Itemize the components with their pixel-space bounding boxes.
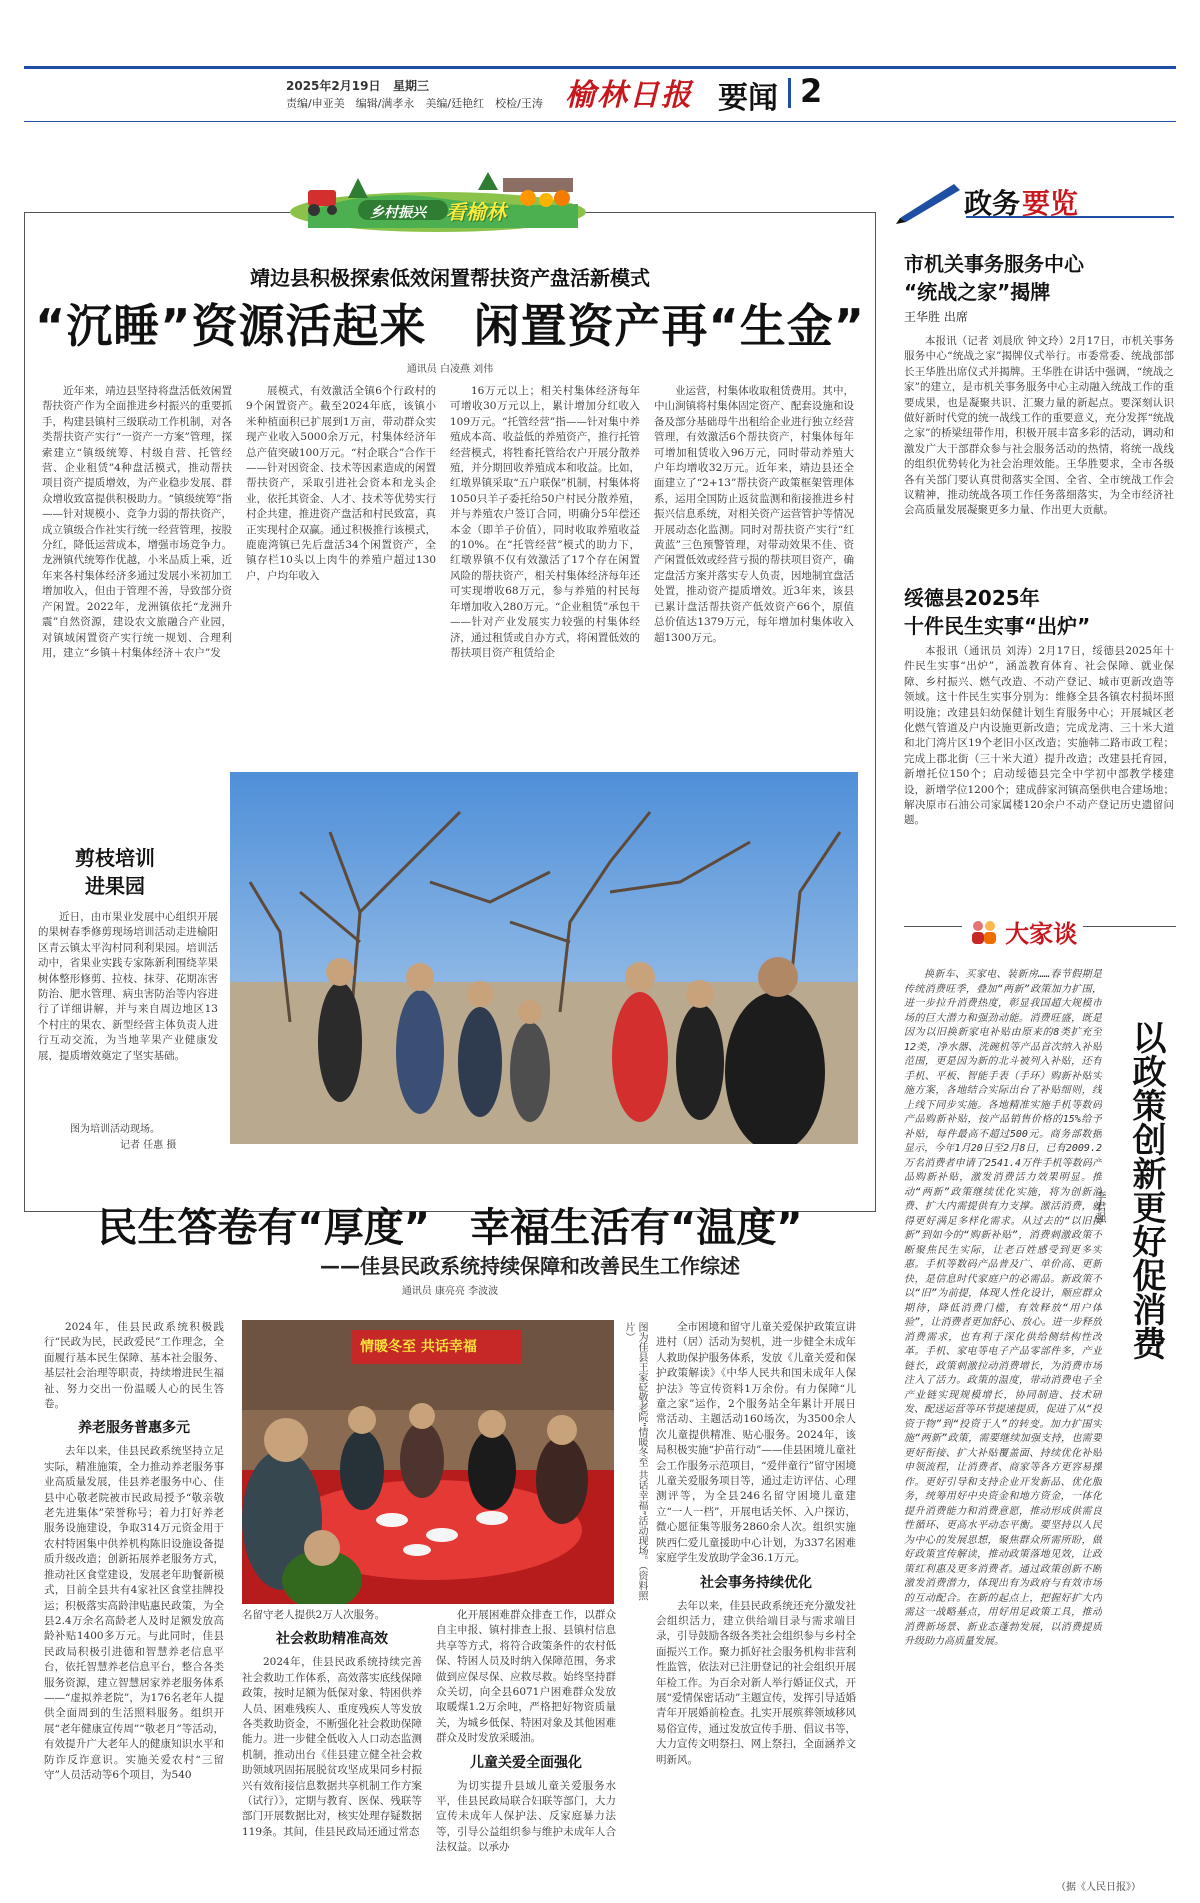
pruning-photo (230, 772, 858, 1144)
civil-byline: 通讯员 康亮亮 李波波 (401, 1286, 499, 1297)
lead-col3-text: 16万元以上；相关村集体经济每年可增收30万元以上，累计增加分红收入109万元。“托管经营”指——针对集中养殖成本高、收益低的养殖资产，推行托管经营模式，将牲畜托管给农户开展分散养殖，并分期回收养殖成本和收益。比如，红墩界镇采取“五户联保”机制，村集体将1050只羊子委托给50户村民分散养殖，并与养殖农户签订合同，明确分5年偿还本金（即羊子价值），同时收取养殖收益的10%。在“托管经营”模式的助力下，红墩界镇不仅有效激活了17个存在闲置风险的帮扶资产，相关村集体经济每年还可实现增收68万元，参与养殖的村民每年增加收入280万元。“企业租赁”承包干——针对产业发展实力较强的村集体经济，通过租赁或自办方式，将闲置低效的帮扶项目资产租赁给企 (450, 385, 640, 659)
brief1-title-line2: “统战之家”揭牌 (904, 280, 1051, 304)
lead-col2-text: 展模式，有效激活全镇6个行政村的9个闲置资产。截至2024年底，该镇小米种植面积已扩展到1万亩，带动群众实现产业收入5000余万元，村集体经济年总产值突破100万元。“村企联合”合作干——针对因资金、技术等因素造成的闲置帮扶资产，采取引进社会资本和龙头企业，依托其资金、人才、技术等优势实行村企共建，推进资产盘活和村民致富，真正实现村企双赢。通过积极推行该模式，鹿鹿湾镇已先后盘活34个闲置资产，全镇存栏10头以上肉牛的养殖户超过130户，户均年收入 (246, 385, 436, 582)
page-number: 2 (800, 72, 823, 110)
civil-subheading-elderly: 养老服务普惠多元 (78, 1420, 190, 1437)
lead-col4-text: 业运营，村集体收取租赁费用。其中，中山涧镇将村集体固定资产、配套设施和设备及部分基础母牛出租给企业进行独立经营管理，有效激活6个帮扶资产，村集体每年可增加租赁收入96万元，同时带动养殖大户年均增收32万元。近年来，靖边县还全面建立了“2+13”帮扶资产政策框架管理体系，运用全国防止返贫监测和衔接推进乡村振兴信息系统，对相关资产运营管护等情况开展动态化监测。同时对帮扶资产实行“红黄蓝”三色预警管理，对带动效果不佳、资产闲置低效或经营亏损的帮扶项目资产，确定盘活方案并落实专人负责，因地制宜盘活处置，推动资产提质增效。近3年来，该县已累计盘活帮扶资产低效资产66个，原值总价值达1379万元，每年增加村集体收入超1300万元。 (654, 385, 854, 644)
section-name: 要闻 (718, 81, 778, 116)
pruning-title-line2: 进果园 (85, 874, 145, 898)
civil-intro-text: 2024年，佳县民政系统积极践行“民政为民，民政爱民”工作理念，全面履行基本民生保障、基本社会服务、基层社会治理等职责，持续增进民生福祉、努力交出一份温暖人心的民生答卷。 (44, 1321, 224, 1411)
lead-column-3 (450, 384, 640, 764)
header-date-line (286, 77, 429, 94)
editor-credits: 责编/申亚美 编辑/满孝永 美编/廷艳红 校检/王涛 (286, 97, 543, 110)
orchard-training-photo (230, 772, 858, 1144)
brief1-title-line1: 市机关事务服务中心 (904, 252, 1084, 276)
header-bottom-rule (24, 121, 1176, 122)
nursing-home-event-photo (242, 1320, 614, 1604)
brief1-byline: 王华胜 出席 (904, 310, 968, 324)
people-icon (968, 918, 1000, 946)
civil-col4-text: 全市困境和留守儿童关爱保护政策宣讲进村（居）活动为契机，进一步健全未成年人救助保护服务体系，发放《儿童关爱和保护政策解读》《中华人民共和国未成年人保护法》等宣传资料1万余份。有力保障“儿童之家”运作，2个服务站全年累计开展日常活动、主题活动160场次，为3500余人次儿童提供精准、贴心服务。2024年，该局积极实施“护苗行动”——佳县困境儿童社会工作服务示范项目，“爱伴童行”留守困境儿童关爱服务项目等，通过走访评估、心理测评等，为全县246名留守困境儿童建立“一人一档”，开展电话关怀、入户探访，微心愿征集等服务2860余人次。组织实施陕西仁爱儿童援助中心计划，为337名困难家庭学生发放助学金36.1万元。 (656, 1321, 856, 1565)
commentary-banner-label: 大家谈 (1005, 920, 1078, 948)
brief2-title-line1: 绥德县2025年 (904, 586, 1040, 610)
civil-social-text: 去年以来，佳县民政系统还充分激发社会组织活力，建立供给端目录与需求端目录，引导鼓励各级各类社会组织参与乡村全面振兴工作。聚力抓好社会服务机构非营利性监管，依法对已注册登记的社会组织开展年检工作。为百余对新人举行婚证仪式，开展“爱情保密话动”主题宣传，发挥引导适婚青年开展婚前检查。扎实开展殡葬领域移风易俗宣传，通过发放宣传手册、倡议书等，大力宣传文明祭扫、网上祭扫，全面涵养文明新风。 (656, 1599, 856, 1766)
commentary-author: 李君强 (1094, 1190, 1107, 1223)
gov-banner-label-a: 政务 (964, 187, 1021, 220)
brief1-body (904, 334, 1174, 548)
lead-byline: 通讯员 白凌燕 刘伟 (406, 364, 494, 375)
civil-column-4 (656, 1320, 856, 1880)
issue-weekday: 星期三 (393, 79, 430, 93)
pruning-reporter: 记者 任惠 摄 (120, 1140, 177, 1151)
civil-col2-top: 名留守老人提供2万人次服务。 (242, 1609, 386, 1621)
brief1-title (904, 250, 1174, 306)
lead-column-1 (42, 384, 232, 764)
civil-subheading-social: 社会事务持续优化 (700, 1574, 812, 1591)
civil-headline: 民生答卷有“厚度” 幸福生活有“温度” (97, 1205, 803, 1251)
brief2-body (904, 644, 1174, 870)
civil-assistance-text: 2024年，佳县民政系统持续完善社会救助工作体系，高效落实底线保障政策，按时足额为低保对象、特困供养人员、困难残疾人、重度残疾人等发放各类救助资金，不断强化社会救助保障能力。进一步健全低收入人口动态监测机制，推动出台《佳县建立健全社会救助领域巩固拓展脱贫攻坚成果同乡村振兴有效衔接信息数据共享机制工作方案（试行）》，定期与教育、医保、残联等部门开展数据比对，核实处理存疑数据119条。其间，佳县民政局还通过常态 (242, 1656, 422, 1838)
header-top-rule (24, 66, 1176, 69)
pruning-photo-caption: 图为培训活动现场。 (70, 1124, 160, 1135)
rural-banner (288, 168, 588, 234)
gov-banner-label-b: 要览 (1022, 187, 1079, 220)
lead-col1-text: 近年来，靖边县坚持将盘活低效闲置帮扶资产作为全面推进乡村振兴的重要抓手，构建县镇村三级联动工作机制，对各类帮扶资产实行“一资产一方案”管理，探索建立“镇级统筹、村级自营、托管经营、企业租赁”4种盘活模式，推动帮扶项目资产提质增效，为产业稳步发展、群众增收致富提供积极助力。“镇级统筹”指——针对规模小、竞争力弱的帮扶资产，成立镇级合作社实行统一经营管理，按股分红，降低运营成本，增强市场竞争力。龙洲镇代统筹作优越，小米品质上乘，近年来各村集体经济多通过发展小米初加工增加收入，但由于管理不善，导致部分资产闲置。2022年，龙洲镇依托“龙洲升震”自然资源，建设农文旅融合产业园，对镇域闲置资产实行统一规划、合理利用，建立“乡镇＋村集体经济＋农户”发 (42, 385, 232, 659)
event-banner-text: 情暖冬至 共话幸福 (360, 1339, 477, 1355)
commentary-source: （据《人民日报》） (1056, 1882, 1141, 1893)
civil-elderly-text: 去年以来，佳县民政系统坚持立足实际，精准施策，全力推动养老服务事业高质量发展，佳县养老服务中心、佳县中心敬老院被市民政局授予“敬亲敬老先进集体”荣誉称号；着力打好养老服务设施建设，争取314万元资金用于农村特困集中供养机构陈旧设施设备提质升级改造；创新拓展养老服务方式，推动社区食堂建设，发展老年助餐新模式，目前全县共有4家社区食堂挂牌投运；积极落实高龄津贴惠民政策，为全县2.4万余名高龄老人及时足额发放高龄补贴1400多万元。与此同时，佳县民政局积极引进德和智慧养老信息平台，依托智慧养老信息平台，整合各类服务资源，建立智慧居家养老服务体系——“虚拟养老院”，为176名老年人提供全面周到的生活照料服务。组织开展“老年健康宣传周”“敬老月”等活动，有效提升广大老年人的健康知识水平和防诈反诈意识。实施关爱农村“三留守”人员活动等6个项目，为540 (44, 1445, 224, 1781)
civil-photo-caption: 图为佳县王家砭敬老院“情暖冬至 共话幸福”活动现场。（资料照片） (623, 1322, 647, 1601)
pruning-title-line1: 剪枝培训 (75, 846, 155, 870)
masthead-logo: 榆林日报 (565, 78, 693, 113)
rural-banner-label-a: 乡村振兴 (370, 205, 426, 221)
civil-column-2 (242, 1608, 422, 1880)
brief2-body-text: 本报讯（通讯员 刘涛）2月17日，绥德县2025年十件民生实事“出炉”，涵盖教育体育、社会保障、就业保障、乡村振兴、燃气改造、不动产登记、城市更新改造等领域。这十件民生实事分别为：维修全县各镇农村损坏照明设施；改建县妇幼保健计划生育服务中心；开展城区老化燃气管道及户内设施更新改造；完成龙湾、三十米大道和北门湾片区19个老旧小区改造；实施韩二路市政工程；完成上郡北街（三十米大道）提升改造；改建县托育园，新增托位150个；启动绥德县完全中学初中部教学楼建设，新增学位1200个；建成薛家河镇高堡供电合建场地；解决原市石油公司家属楼120余户不动产登记历史遗留问题。 (904, 645, 1174, 827)
rural-banner-label-b: 看榆林 (446, 200, 506, 224)
civil-subhead: ——佳县民政系统持续保障和改善民生工作综述 (320, 1254, 740, 1278)
brief2-title (904, 584, 1174, 640)
civil-subheading-children: 儿童关爱全面强化 (470, 1754, 582, 1771)
commentary-body-text: 换新车、买家电、装新房……春节假期是传统消费旺季，叠加“两新”政策加力扩围，进一步拉升消费热度，彰显我国超大规模市场的巨大潜力和强劲动能。消费旺盛，既是因为以旧换新家电补贴由原来的8类扩充至12类，净水器、洗碗机等产品首次纳入补贴范围，更是因为新的北斗被列入补贴，还有手机、平板、智能手表（手环）购新补贴实施方案，各地结合实际出台了补贴细则，线上线下同步实施。各地精准实施手机等数码产品购新补贴，按产品销售价格的15%给予补贴，每件最高不超过500元。商务部数据显示，今年1月20日至2月8日，已有2009.2万名消费者申请了2541.4万件手机等数码产品购新补贴，激发消费活力效果明显。推动“两新”政策继续优化实施，将为创新消费、扩大内需提供有力支撑。激活消费，就得更好满足多样化需求。从过去的“以旧换新”到如今的“购新补贴”，消费刺激政策不断聚焦民生实际，让老百姓感受到更多实惠。手机等数码产品普及广、单价高、更新快，是信息时代家庭户的必需品。新政策不以“旧”为前提，体现人性化设计，顺应群众期待，降低消费门槛，有效释放“用户体验”，让消费者更加舒心、放心。进一步释放消费需求，也有利于深化供给侧结构性改革。手机、家电等电子产品零部件多，产业链长，政策刺激拉动消费增长，为消费市场注入了活力。政策的温度，带动消费电子全产业链实现规模增长，协同制造、技术研发、配送运营等环节提速提质，促进了从“投资于物”到“投资于人”的转变。加力扩围实施“两新”政策，需要继续加强支持，也需要更好衔接、扩大补贴覆盖面、持续优化补贴申领流程，让消费者、商家等各方更容易操作。更好引导和支持企业开发新品、优化服务，统筹用好中央资金和地方资金，一体化提升消费能力和消费意愿，推动形成供需良性循环、更高水平动态平衡。要坚持以人民为中心的发展思想，聚焦群众所需所盼，做好政策宣传解读，推动政策落地见效，让政策红利惠及更多消费者。通过政策创新不断激发消费潜力，体现出有为政府与有效市场的互动配合。在新的起点上，把握好扩大内需这一战略基点，用好用足政策工具，推动消费新场景、新业态蓬勃发展，以消费提质升级助力高质量发展。 (904, 969, 1102, 1647)
rural-banner-art (288, 168, 588, 234)
gov-briefs-banner (896, 178, 1176, 224)
civil-subheading-assistance: 社会救助精准高效 (276, 1631, 388, 1648)
pruning-title (30, 844, 200, 900)
lead-headline: “沉睡”资源活起来 闲置资产再“生金” (35, 299, 865, 353)
civil-column-1 (44, 1320, 224, 1880)
commentary-title: 以政策创新更好促消费 (1126, 1020, 1166, 1360)
lead-column-2 (246, 384, 436, 764)
lead-column-4 (654, 384, 854, 764)
brief1-body-text: 本报讯（记者 刘晨欣 钟文玲）2月17日，市机关事务服务中心“统战之家”揭牌仪式举行。市委常委、统战部部长王华胜出席仪式并揭牌。王华胜在讲话中强调，“统战之家”的建立，是市机关事务服务中心主动融入统战工作的重要成果，也是凝聚共识、汇聚力量的新起点。要深刻认识做好新时代党的统一战线工作的重要意义，充分发挥“统战之家”的桥梁纽带作用，积极开展丰富多彩的活动，调动和激发广大干部群众参与社会服务活动的热情，将统一战线的组织优势转化为社会治理效能。王华胜要求，全市各级各有关部门要认真贯彻落实全国、全省、全市统战工作会议精神，推动统战各项工作任务落细落实，为全市经济社会高质量发展凝聚更多力量、作出更大贡献。 (904, 335, 1174, 517)
lead-kicker: 靖边县积极探索低效闲置帮扶资产盘活新模式 (250, 266, 650, 290)
pruning-body (38, 910, 218, 1120)
civil-col3-text: 化开展困难群众排查工作，以群众自主申报、镇村排查上报、县镇村信息共享等方式，将符合政策条件的农村低保、特困人员及时纳入保障范围，务求做到应保尽保、应救尽救。始终坚持群众关切，向全县6071户困难群众发放取暖煤1.2万余吨，严格把好物资质量关，为城乡低保、特困对象及其他困难群众及时发放采暖油。 (436, 1609, 616, 1745)
civil-children-text: 为切实提升县域儿童关爱服务水平，佳县民政局联合妇联等部门，大力宣传未成年人保护法、反家庭暴力法等，引导公益组织参与维护未成年人合法权益。以承办 (436, 1779, 616, 1854)
issue-date: 2025年2月19日 (286, 79, 381, 93)
commentary-body (904, 968, 1102, 1876)
section-divider (788, 78, 791, 108)
civil-photo (242, 1320, 614, 1604)
commentary-banner (962, 914, 1083, 949)
brief2-title-line2: 十件民生实事“出炉” (904, 614, 1091, 638)
pruning-body-text: 近日，由市果业发展中心组织开展的果树春季修剪现场培训活动走进榆阳区青云镇太平沟村同利利果园。培训活动中，省果业实践专家陈新利围绕苹果树体整形修剪、拉枝、抹芽、花期冻害防治、肥水管理、病虫害防治等内容进行了详细讲解，并与来自周边地区13个村庄的果农、新型经营主体负责人进行互动交流，为当地苹果产业健康发展，提质增效奠定了坚实基础。 (38, 911, 218, 1062)
civil-column-3 (436, 1608, 616, 1880)
